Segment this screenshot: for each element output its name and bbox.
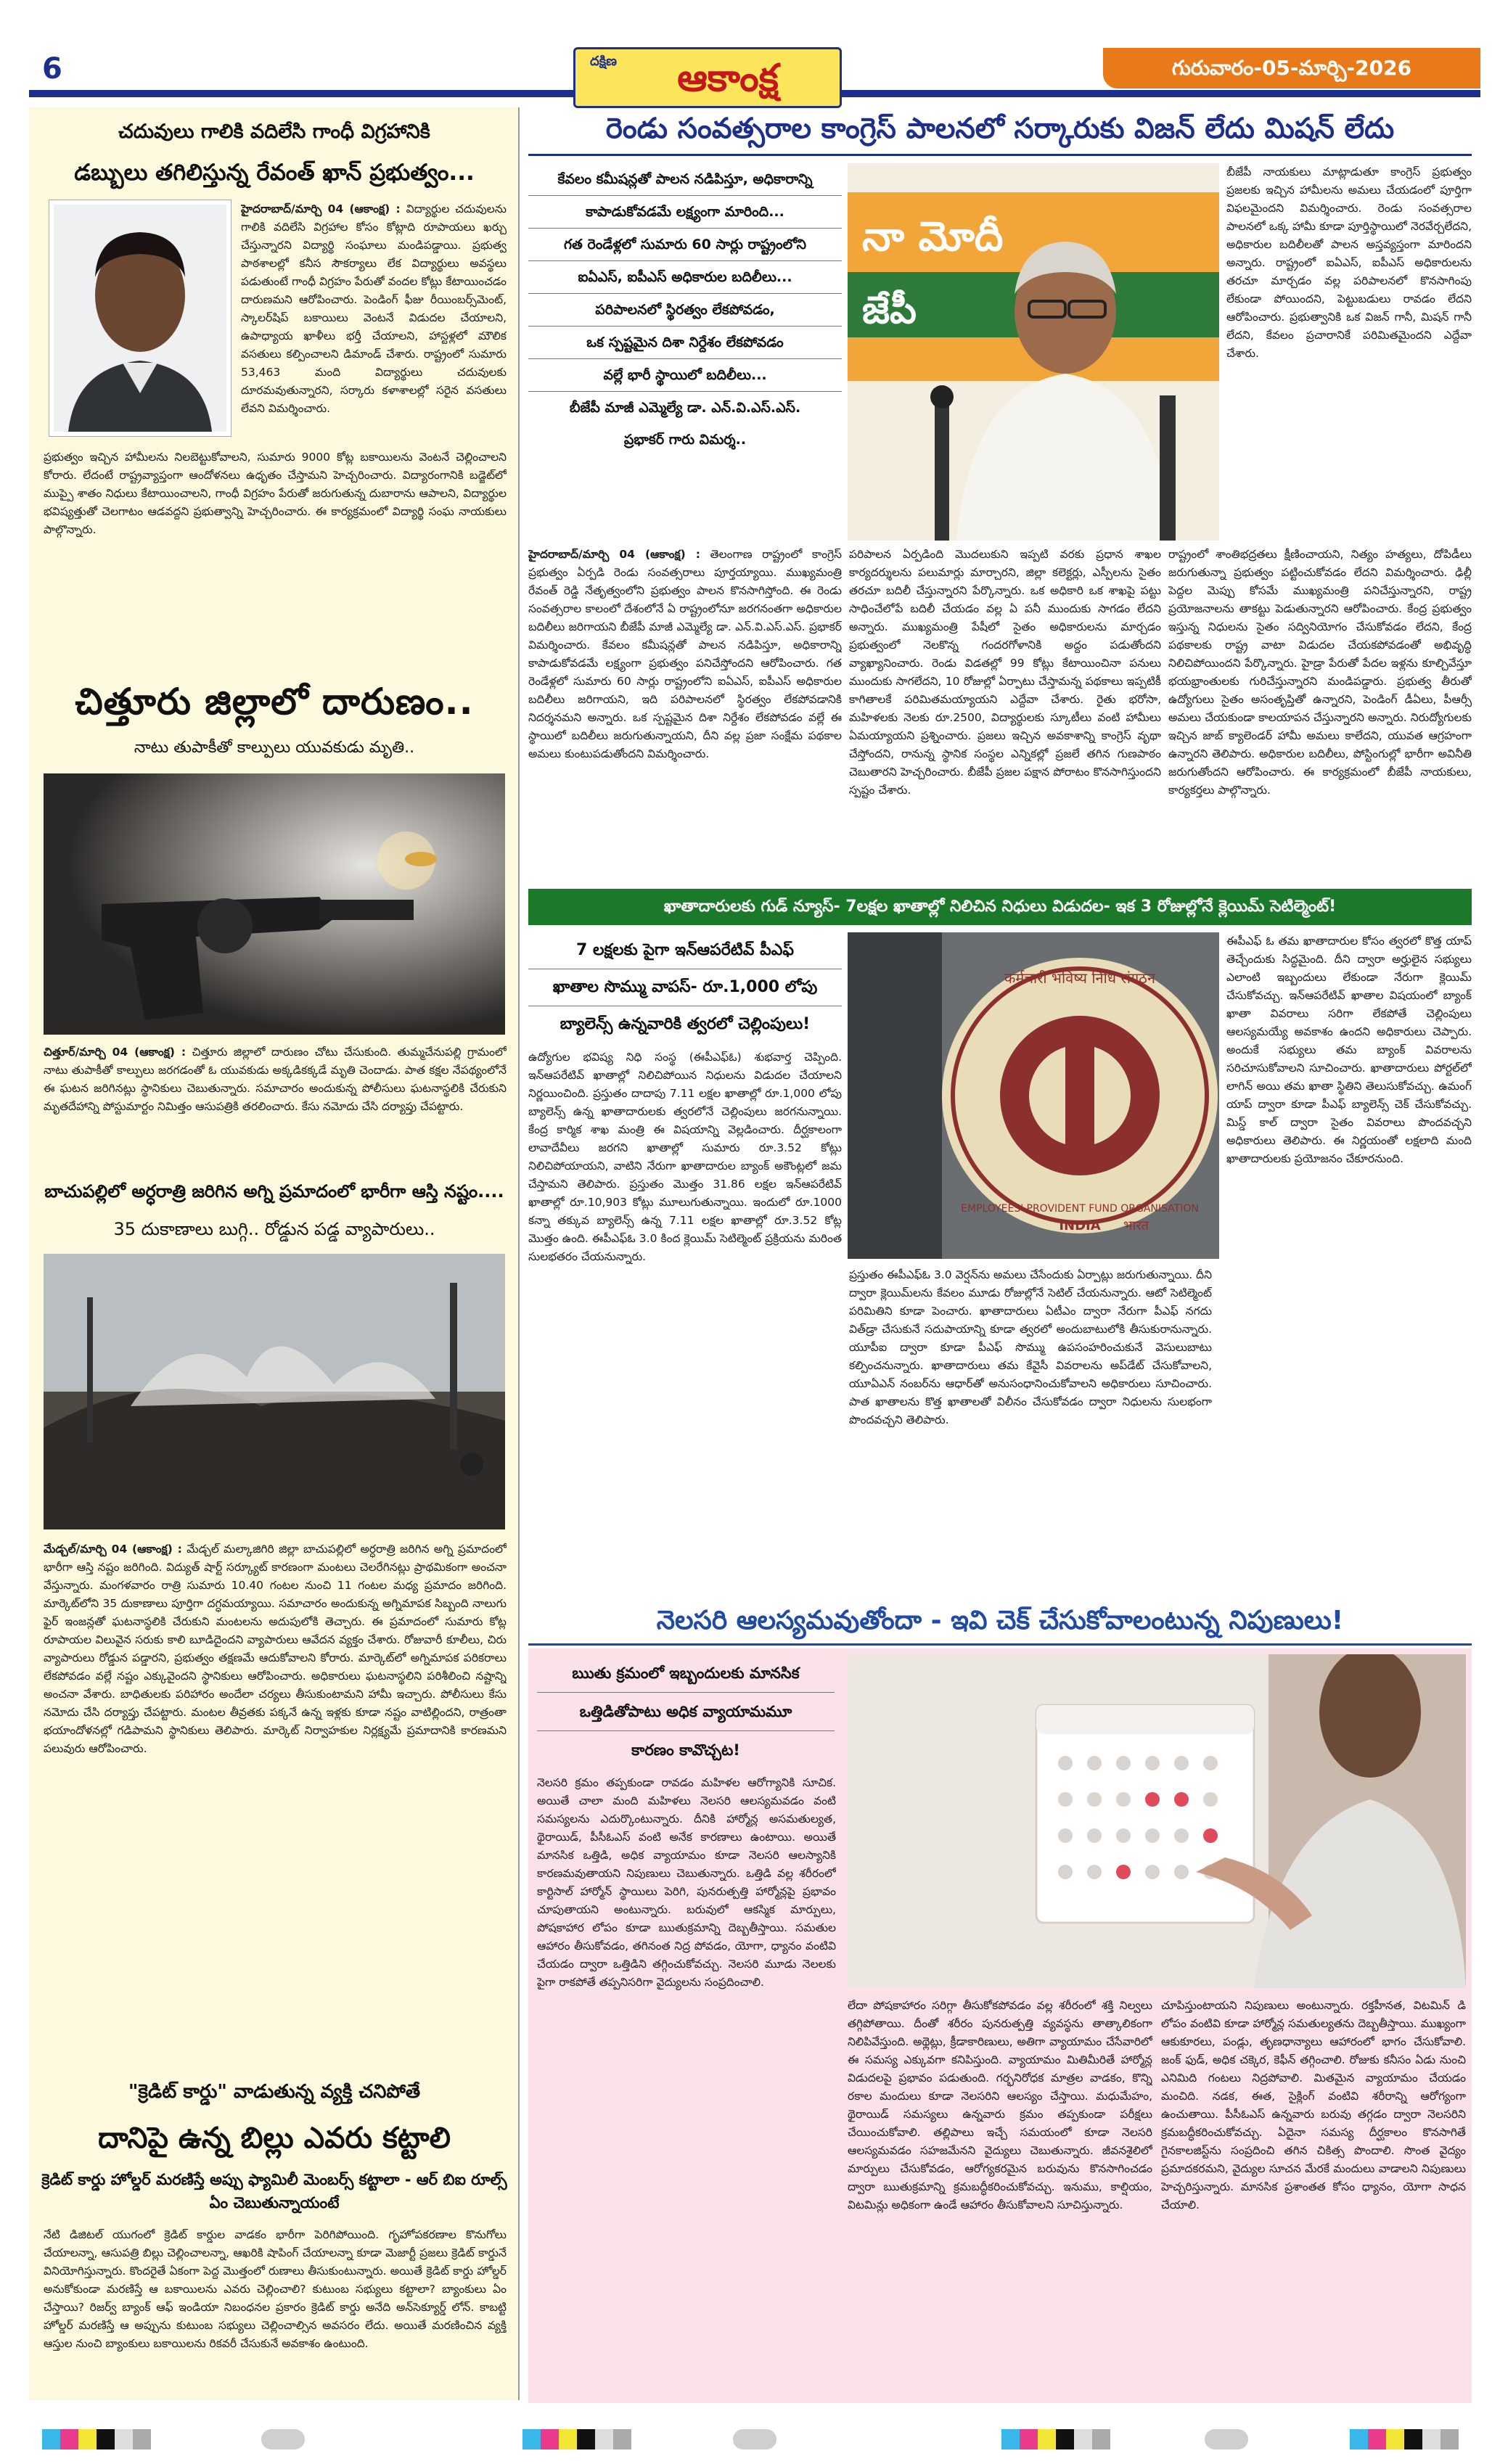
color-bar-center-right (1001, 2429, 1110, 2449)
register-oval (261, 2429, 305, 2449)
story2-body (44, 1043, 507, 1174)
congress-col1 (528, 546, 842, 878)
story1-headline: డబ్బులు తగిలిస్తున్న రేవంత్ ఖాన్ ప్రభుత్వం... (74, 160, 475, 186)
congress-col2-text: పరిపాలన ఏర్పడింది మొదలుకుని ఇప్పటి వరకు ప్రధాన శాఖల కార్యదర్శులను పలుమార్లు మార్చారని, జిల్లా కలెక్టర్లు, ఎస్పీలను సైతం తరచూ బదిలీ చేస్తున్నారని పేర్కొన్నారు. ఒక అధికారి ఒక శాఖపై పట్టు సాధించేలోపే బదిలీ చేయడం వల్ల ఏ పనీ ముందుకు సాగడం లేదని అన్నారు. ముఖ్యమంత్రి పేషీలో సైతం అధికారులను మార్చడం ప్రభుత్వంలో నెలకొన్న గందరగోళానికి అద్దం పడుతోందని వ్యాఖ్యానించారు. రెండు విడతల్లో 99 కోట్లు కేటాయించినా పనులు ముందుకు సాగలేదని, 10 రోజుల్లో ఏర్పాటు చేస్తామన్న పథకాలు ఇప్పటికీ కాగితాలకే పరిమితమయ్యాయని ఎద్దేవా చేశారు. రైతు భరోసా, మహిళలకు నెలకు రూ.2500, విద్యార్థులకు స్కూటీలు వంటి హామీలు ఏమయ్యాయని ప్రశ్నించారు. ప్రజలు ఇచ్చిన అవకాశాన్ని కాంగ్రెస్ వృథా చేస్తోందని, రానున్న స్థానిక సంస్థల ఎన్నికల్లో ప్రజలే తగిన గుణపాఠం చెబుతారని హెచ్చరించారు. బీజేపీ ప్రజల పక్షాన పోరాటం కొనసాగిస్తుందని స్పష్టం చేశారు. (849, 548, 1161, 797)
fire-photo (44, 1254, 505, 1529)
congress-col3 (1168, 546, 1472, 878)
story4-kicker: "క్రెడిట్ కార్డు" వాడుతున్న వ్యక్తి చనిపోతే (128, 2081, 421, 2103)
menstrual-intro-line: ఋతు క్రమంలో ఇబ్బందులకు మానసిక (537, 1654, 835, 1693)
menstrual-rule (528, 1643, 1472, 1646)
congress-intro-line: ప్రభాకర్ గారు విమర్శ.. (623, 432, 747, 448)
congress-dateline: హైదరాబాద్/మార్చి 04 (ఆకాంక్ష) : (528, 548, 700, 561)
story4-deck: క్రెడిట్ కార్డు హోల్డర్ మరణిస్తే అప్పు ఫ్యామిలీ మెంబర్స్ కట్టాలా - ఆర్ బిఐ రూల్స్ ఏం చెబుతున్నాయంటే (41, 2171, 507, 2212)
student-photo (49, 200, 231, 436)
calendar-illustration (848, 1654, 1466, 1988)
color-bar-right (1350, 2429, 1459, 2449)
epfo-intro-line: బ్యాలెన్స్ ఉన్నవారికి త్వరలో చెల్లింపులు! (560, 1015, 811, 1033)
story4-headline: దానిపై ఉన్న బిల్లు ఎవరు కట్టాలి (98, 2122, 451, 2155)
story1-para1: విద్యార్థుల చదువులను గాలికి వదిలేసి విగ్రహాల కోసం కోట్లాది రూపాయలు ఖర్చు చేస్తున్నారని విద్యార్థి సంఘాలు మండిపడ్డాయి. ప్రభుత్వ పాఠశాలల్లో కనీస సౌకర్యాలు లేక విద్యార్థులు అవస్థలు పడుతుంటే గాంధీ విగ్రహం పేరుతో వందల కోట్లు కేటాయించడం దారుణమని ఆరోపించారు. పెండింగ్ ఫీజు రీయింబర్స్‌మెంట్, స్కాలర్‌షిప్ బకాయిలు వెంటనే విడుదల చేయాలని, ఉపాధ్యాయ ఖాళీలు భర్తీ చేయాలని, హాస్టళ్లలో మౌలిక వసతులు కల్పించాలని డిమాండ్ చేశారు. రాష్ట్రంలో సుమారు 53,463 మంది విద్యార్థులు చదువులకు దూరమవుతున్నారని, సర్కారు కళాశాలల్లో సరైన వసతులు లేవని విమర్శించారు. (241, 202, 507, 415)
epfo-body-text: ఉద్యోగుల భవిష్య నిధి సంస్థ (ఈపీఎఫ్‌ఓ) శుభవార్త చెప్పింది. ఇన్‌ఆపరేటివ్ ఖాతాల్లో నిలిచిపోయిన నిధులను విడుదల చేయాలని నిర్ణయించింది. ప్రస్తుతం దాదాపు 7.11 లక్షల ఖాతాల్లో రూ.1,000 లోపు బ్యాలెన్స్ ఉన్న ఖాతాదారులకు త్వరలోనే చెల్లింపులు జరగనున్నాయి. కేంద్ర కార్మిక శాఖ మంత్రి ఈ విషయాన్ని వెల్లడించారు. దీర్ఘకాలంగా లావాదేవీలు జరగని ఖాతాల్లో సుమారు రూ.3.52 కోట్లు నిలిచిపోయాయని, వాటిని నేరుగా ఖాతాదారుల బ్యాంక్ అకౌంట్లలో జమ చేస్తామని తెలిపారు. ప్రస్తుతం మొత్తం 31.86 లక్షల ఇన్‌ఆపరేటివ్ ఖాతాల్లో రూ.10,903 కోట్లు మూలుగుతున్నాయి. ఇందులో రూ.1000 కన్నా తక్కువ బ్యాలెన్స్ ఉన్న 7.11 లక్షల ఖాతాల్లో రూ.3.52 కోట్ల మొత్తం ఉంది. ఈపీఎఫ్‌ఓ 3.0 కింద క్లెయిమ్ సెటిల్మెంట్ ప్రక్రియను మరింత సులభతరం చేయనున్నారు. (528, 1051, 842, 1263)
story3-kicker: బాచుపల్లిలో అర్ధరాత్రి జరిగిన అగ్ని ప్రమాదంలో భారీగా ఆస్తి నష్టం.... (44, 1181, 504, 1202)
congress-rule (528, 154, 1472, 156)
epfo-intro (528, 932, 842, 1041)
epfo-banner: ఖాతాదారులకు గుడ్ న్యూస్- 7లక్షల ఖాతాల్లో నిలిచిన నిధులు విడుదల- ఇక 3 రోజుల్లోనే క్లెయిమ్ సెటిల్మెంట్! (528, 889, 1472, 925)
story1-kicker: చదువులు గాలికి వదిలేసి గాంధీ విగ్రహానికి (118, 120, 430, 143)
date-line: గురువారం-05-మార్చి-2026 (1103, 48, 1480, 89)
menstrual-col2 (848, 1997, 1152, 2394)
menstrual-col1 (537, 1774, 836, 2394)
epfo-right-text: ఈపీఎఫ్ ఓ తమ ఖాతాదారుల కోసం త్వరలో కొత్త యాప్ తెచ్చేందుకు సిద్ధమైంది. దీని ద్వారా అర్హులైన సభ్యులు ఎలాంటి ఇబ్బందులు లేకుండా నేరుగా క్లెయిమ్ చేసుకోవచ్చు. ఇన్‌ఆపరేటివ్ ఖాతాల విషయంలో బ్యాంక్ ఖాతా వివరాలు సరిగా లేకపోతే చెల్లింపులు ఆలస్యమయ్యే అవకాశం ఉందని అధికారులు చెప్పారు. అందుకే సభ్యులు తమ బ్యాంక్ వివరాలను సరిచూసుకోవాలని సూచించారు. ఖాతాదారులు పోర్టల్‌లో లాగిన్ అయి తమ ఖాతా స్థితిని తెలుసుకోవచ్చు. ఉమంగ్ యాప్ ద్వారా కూడా పీఎఫ్ బ్యాలెన్స్ చెక్ చేసుకోవచ్చు. మిస్డ్ కాల్ ద్వారా సైతం వివరాలు పొందవచ్చని అధికారులు తెలిపారు. ఈ నిర్ణయంతో లక్షలాది మంది ఖాతాదారులకు ప్రయోజనం చేకూరనుంది. (1226, 935, 1472, 1165)
press-meet-illustration (848, 163, 1219, 541)
menstrual-col1-text: నెలసరి క్రమం తప్పకుండా రావడం మహిళల ఆరోగ్యానికి సూచిక. అయితే చాలా మంది మహిళలు నెలసరి ఆలస్యమవడం వంటి సమస్యలను ఎదుర్కొంటున్నారు. దీనికి హార్మోన్ల అసమతుల్యత, థైరాయిడ్, పీసీఓఎస్ వంటి అనేక కారణాలు ఉంటాయి. అయితే మానసిక ఒత్తిడి, అధిక వ్యాయామం కూడా నెలసరి ఆలస్యానికి కారణమవుతాయని నిపుణులు చెబుతున్నారు. ఒత్తిడి వల్ల శరీరంలో కార్టిసాల్ హార్మోన్ స్థాయిలు పెరిగి, పునరుత్పత్తి హార్మోన్లపై ప్రభావం చూపుతాయని అంటున్నారు. బరువులో ఆకస్మిక మార్పులు, పోషకాహార లోపం కూడా ఋతుక్రమాన్ని దెబ్బతీస్తాయి. సమతుల ఆహారం తీసుకోవడం, తగినంత నిద్ర పోవడం, యోగా, ధ్యానం వంటివి చేయడం ద్వారా ఒత్తిడిని తగ్గించుకోవచ్చు. నెలసరి మూడు నెలలకు పైగా రాకపోతే తప్పనిసరిగా వైద్యులను సంప్రదించాలి. (537, 1776, 836, 1989)
story3-body (44, 1540, 507, 2066)
menstrual-intro-line: కారణం కావొచ్చట! (631, 1741, 740, 1759)
epfo-logo-india: INDIA (1059, 1218, 1101, 1233)
menstrual-banner: నెలసరి ఆలస్యమవుతోందా - ఇవి చెక్ చేసుకోవాలంటున్న నిపుణులు! (656, 1606, 1344, 1635)
gun-photo (44, 773, 505, 1035)
congress-right-col (1226, 163, 1472, 541)
epfo-right-col (1226, 932, 1472, 1589)
prabhakar-photo (848, 163, 1219, 541)
story4-body (44, 2226, 507, 2393)
congress-intro-line: కేవలం కమీషన్లతో పాలన నడిపిస్తూ, అధికారాన్ని (528, 163, 842, 196)
epfo-body-mid (849, 1266, 1212, 1589)
color-bar-center-left (522, 2429, 631, 2449)
epfo-intro-line: 7 లక్షలకు పైగా ఇన్‌ఆపరేటివ్ పీఎఫ్ (528, 932, 842, 969)
epfo-logo-hindi: कर्मचारी भविष्य निधि संगठन (1004, 969, 1155, 987)
congress-intro-line: బీజేపీ మాజీ ఎమ్మెల్యే డా. ఎన్.వి.ఎస్.ఎస్. (569, 400, 801, 416)
page-number: 6 (42, 52, 62, 86)
page-header (0, 0, 1500, 109)
congress-right-text: బీజేపీ నాయకులు మాట్లాడుతూ కాంగ్రెస్ ప్రభుత్వం ప్రజలకు ఇచ్చిన హామీలను అమలు చేయడంలో పూర్తిగా విఫలమైందని విమర్శించారు. రెండు సంవత్సరాల పాలనలో ఒక్క హామీ కూడా పూర్తిస్థాయిలో నెరవేర్చలేదని, అధికారుల బదిలీలతో పాలన అస్తవ్యస్తంగా మారిందని అన్నారు. రాష్ట్రంలో ఐఏఎస్, ఐపీఎస్ అధికారులను తరచూ మార్చడం వల్ల పరిపాలనలో కొనసాగింపు లేకుండా పోయిందని, పెట్టుబడులు రావడం లేదని ఆరోపించారు. ప్రభుత్వానికి ఒక విజన్ గానీ, మిషన్ గానీ లేదని, కేవలం ప్రచారానికే పరిమితమైందని ఎద్దేవా చేశారు. (1226, 165, 1472, 360)
masthead-logo (573, 47, 842, 108)
calendar-photo (848, 1654, 1466, 1988)
story2-headline: చిత్తూరు జిల్లాలో దారుణం.. (75, 681, 474, 723)
revolver-illustration (44, 773, 505, 1035)
masthead-small-text: దక్షిణ (590, 54, 617, 69)
menstrual-col2-text: లేదా పోషకాహారం సరిగ్గా తీసుకోకపోవడం వల్ల శరీరంలో శక్తి నిల్వలు తగ్గిపోతాయి. దీంతో శరీరం పునరుత్పత్తి వ్యవస్థను తాత్కాలికంగా నిలిపివేస్తుంది. అథ్లెట్లు, క్రీడాకారిణులు, అతిగా వ్యాయామం చేసేవారిలో ఈ సమస్య ఎక్కువగా కనిపిస్తుంది. వ్యాయామం మితిమీరితే హార్మోన్ల విడుదలపై ప్రభావం పడుతుంది. గర్భనిరోధక మాత్రల వాడకం, కొన్ని రకాల మందులు కూడా నెలసరిని ఆలస్యం చేస్తాయి. మధుమేహం, థైరాయిడ్ సమస్యలు ఉన్నవారు క్రమం తప్పకుండా పరీక్షలు చేయించుకోవాలి. తల్లిపాలు ఇచ్చే సమయంలో కూడా నెలసరి ఆలస్యమవడం సహజమేనని వైద్యులు చెబుతున్నారు. జీవనశైలిలో మార్పులు చేసుకోవడం, ఆరోగ్యకరమైన బరువును కొనసాగించడం ద్వారా ఋతుక్రమాన్ని క్రమబద్ధీకరించుకోవచ్చు. ఇనుము, కాల్షియం, విటమిన్లు అధికంగా ఉండే ఆహారం తీసుకోవాలని సూచిస్తున్నారు. (848, 1999, 1152, 2212)
congress-intro-line: ఒక స్పష్టమైన దిశా నిర్దేశం లేకపోవడం (528, 327, 842, 359)
menstrual-col3 (1161, 1997, 1466, 2394)
bjp-banner-text: జేపీ (862, 289, 917, 332)
epfo-body2-text: ప్రస్తుతం ఈపీఎఫ్‌ఓ 3.0 వెర్షన్‌ను అమలు చేసేందుకు ఏర్పాట్లు జరుగుతున్నాయి. దీని ద్వారా క్లెయిమ్‌లను కేవలం మూడు రోజుల్లోనే సెటిల్ చేయనున్నారు. ఆటో సెటిల్మెంట్ పరిమితిని కూడా పెంచారు. ఖాతాదారులు ఏటీఎం ద్వారా నేరుగా పీఎఫ్ నగదు విత్‌డ్రా చేసుకునే సదుపాయాన్ని కూడా త్వరలో అందుబాటులోకి తీసుకురానున్నారు. యూపీఐ ద్వారా కూడా పీఎఫ్ సొమ్ము ఉపసంహరించుకునే వెసులుబాటు కల్పించనున్నారు. ఖాతాదారులు తమ కేవైసీ వివరాలను అప్‌డేట్ చేసుకోవాలని, యూఏఎన్ నంబర్‌ను ఆధార్‌తో అనుసంధానించుకోవాలని అధికారులు సూచించారు. పాత ఖాతాలను కొత్త ఖాతాలతో విలీనం చేసుకోవడం ద్వారా నిధులను సులభంగా పొందవచ్చని తెలిపారు. (849, 1268, 1212, 1426)
fire-scene-illustration (44, 1254, 505, 1529)
congress-intro-line: పరిపాలనలో స్థిరత్వం లేకపోవడం, (528, 294, 842, 327)
congress-col2 (849, 546, 1161, 878)
story1-body-right (241, 200, 507, 447)
menstrual-intro (537, 1654, 835, 1767)
story3-dateline: మేడ్చల్/మార్చి 04 (ఆకాంక్ష) : (44, 1543, 182, 1556)
epfo-photo (848, 932, 1219, 1259)
story4-para1: నేటి డిజిటల్ యుగంలో క్రెడిట్ కార్డుల వాడకం భారీగా పెరిగిపోయింది. గృహోపకరణాల కొనుగోలు చేయాలన్నా, ఆసుపత్రి బిల్లు చెల్లించాలన్నా, ఆఖరికి షాపింగ్ చేయాలన్నా కూడా మెజార్టీ ప్రజలు క్రెడిట్ కార్డునే వినియోగిస్తున్నారు. కొందరైతే ఏకంగా పెద్ద మొత్తంలో రుణాలు తీసుకుంటున్నారు. అయితే క్రెడిట్ కార్డు హోల్డర్ అనుకోకుండా మరణిస్తే ఆ బకాయిలను ఎవరు చెల్లించాలి? కుటుంబ సభ్యులు కట్టాలా? బ్యాంకులు ఏం చేస్తాయి? రిజర్వ్ బ్యాంక్ ఆఫ్ ఇండియా నిబంధనల ప్రకారం క్రెడిట్ కార్డు అనేది అన్‌సెక్యూర్డ్ లోన్. కాబట్టి హోల్డర్ మరణిస్తే ఆ అప్పును కుటుంబ సభ్యులు చెల్లించాల్సిన అవసరం లేదు. అయితే మరణించిన వ్యక్తి ఆస్తుల నుంచి బ్యాంకులు బకాయిలను రికవరీ చేసుకునే అవకాశం ఉంటుంది. (44, 2228, 507, 2350)
story1-body-full (44, 448, 507, 668)
story1-para2: ప్రభుత్వం ఇచ్చిన హామీలను నిలబెట్టుకోవాలని, సుమారు 9000 కోట్ల బకాయిలను వెంటనే చెల్లించాలని కోరారు. లేదంటే రాష్ట్రవ్యాప్తంగా ఆందోళనలు ఉధృతం చేస్తామని హెచ్చరించారు. విద్యారంగానికి బడ్జెట్‌లో ముప్పై శాతం నిధులు కేటాయించాలని, గాంధీ విగ్రహం పేరుతో జరుగుతున్న దుబారాను ఆపాలని, విద్యార్థుల భవిష్యత్తుతో చెలగాటం ఆడవద్దని ప్రభుత్వాన్ని హెచ్చరించారు. ఈ కార్యక్రమంలో విద్యార్థి సంఘ నాయకులు పాల్గొన్నారు. (44, 451, 507, 536)
story2-dateline: చిత్తూర్/మార్చి 04 (ఆకాంక్ష) : (44, 1046, 187, 1059)
footer-registration-marks (0, 2409, 1500, 2464)
menstrual-col3-text: చూపిస్తుంటాయని నిపుణులు అంటున్నారు. రక్తహీనత, విటమిన్ డి లోపం వంటివి కూడా హార్మోన్ల సమతుల్యతను దెబ్బతీస్తాయి. ముఖ్యంగా ఆకుకూరలు, పండ్లు, తృణధాన్యాలు ఆహారంలో భాగం చేసుకోవాలి. జంక్ ఫుడ్, అధిక చక్కెర, కెఫీన్ తగ్గించాలి. రోజుకు కనీసం ఏడు నుంచి ఎనిమిది గంటలు నిద్రపోవాలి. మితమైన వ్యాయామం చేయడం మంచిది. నడక, ఈత, సైక్లింగ్ వంటివి శరీరాన్ని ఆరోగ్యంగా ఉంచుతాయి. పీసీఓఎస్ ఉన్నవారు బరువు తగ్గడం ద్వారా నెలసరిని క్రమబద్ధీకరించుకోవచ్చు. ఏదైనా సమస్య దీర్ఘకాలం కొనసాగితే గైనకాలజిస్ట్‌ను సంప్రదించి తగిన చికిత్స పొందాలి. సొంత వైద్యం ప్రమాదకరమని, వైద్యుల సూచన మేరకే మందులు వాడాలని నిపుణులు హెచ్చరిస్తున్నారు. మానసిక ప్రశాంతత కోసం ధ్యానం, యోగా సాధన చేయాలి. (1161, 1999, 1466, 2212)
story3-deck: 35 దుకాణాలు బుగ్గి.. రోడ్డున పడ్డ వ్యాపారులు.. (113, 1219, 435, 1239)
student-portrait (54, 205, 226, 432)
congress-headline: రెండు సంవత్సరాల కాంగ్రెస్ పాలనలో సర్కారుకు విజన్ లేదు మిషన్ లేదు (605, 112, 1395, 145)
congress-col1-text: తెలంగాణ రాష్ట్రంలో కాంగ్రెస్ ప్రభుత్వం ఏర్పడి రెండు సంవత్సరాలు పూర్తయ్యాయి. ముఖ్యమంత్రి రేవంత్ రెడ్డి నేతృత్వంలోని ప్రభుత్వం పాలన కొనసాగిస్తోంది. ఈ రెండు సంవత్సరాల కాలంలో దేశంలోనే ఏ రాష్ట్రంలోనూ జరగనంతగా అధికారుల బదిలీలు జరిగాయని బీజేపీ మాజీ ఎమ్మెల్యే డా. ఎన్.వి.ఎస్.ఎస్. ప్రభాకర్ విమర్శించారు. కేవలం కమీషన్లతో పాలన నడిపిస్తూ, అధికారాన్ని కాపాడుకోవడమే లక్ష్యంగా ప్రభుత్వం పనిచేస్తోందని ఆరోపించారు. గత రెండేళ్లలో సుమారు 60 సార్లు రాష్ట్రంలోని ఐఏఎస్, ఐపీఎస్ అధికారుల బదిలీలు జరిగాయని, ఇది పరిపాలనలో స్థిరత్వం లేకపోవడానికి నిదర్శనమని అన్నారు. ఒక స్పష్టమైన దిశా నిర్దేశం లేకపోవడం వల్లే ఈ స్థాయిలో బదిలీలు జరుగుతున్నాయని, దీని వల్ల ప్రజా సంక్షేమ పథకాల అమలు కుంటుపడుతోందని విమర్శించారు. (528, 548, 842, 760)
story3-para2: ఈ ప్రమాదంలో సుమారు కోట్ల రూపాయల విలువైన సరుకు కాలి బూడిదైందని వ్యాపారులు ఆవేదన వ్యక్తం చేశారు. రోజువారీ కూలీలు, చిరు వ్యాపారులు రోడ్డున పడ్డారని, ప్రభుత్వం తక్షణమే ఆదుకోవాలని కోరారు. మార్కెట్‌లో అగ్నిమాపక పరికరాలు లేకపోవడం వల్లే నష్టం ఎక్కువైందని స్థానికులు ఆరోపించారు. అధికారులు ఘటనాస్థలిని పరిశీలించి నష్టాన్ని అంచనా వేశారు. బాధితులకు పరిహారం అందేలా చర్యలు తీసుకుంటామని హామీ ఇచ్చారు. పోలీసులు కేసు నమోదు చేసి దర్యాప్తు చేపట్టారు. మంటల తీవ్రతకు పక్కనే ఉన్న ఇళ్లకు కూడా నష్టం వాటిల్లిందని, రాత్రంతా భయాందోళనల్లో గడిపామని స్థానికులు తెలిపారు. మార్కెట్ నిర్వాహకుల నిర్లక్ష్యమే ప్రమాదానికి కారణమని పలువురు ఆరోపించారు. (44, 1615, 507, 1755)
congress-intro (528, 163, 842, 541)
epfo-intro-line: ఖాతాల సొమ్ము వాపస్- రూ.1,000 లోపు (528, 969, 842, 1006)
congress-intro-line: ఐఏఎస్, ఐపీఎస్ అధికారుల బదిలీలు... (528, 261, 842, 294)
color-bar-left (42, 2429, 151, 2449)
story1-dateline: హైదరాబాద్/మార్చి 04 (ఆకాంక్ష) : (241, 202, 401, 215)
masthead-text: ఆకాంక్ష (677, 57, 779, 100)
story3-para1: మేడ్చల్ మల్కాజిగిరి జిల్లా బాచుపల్లిలో అర్ధరాత్రి జరిగిన అగ్ని ప్రమాదంలో భారీగా ఆస్తి నష్టం జరిగింది. విద్యుత్ షార్ట్ సర్క్యూట్ కారణంగా మంటలు చెలరేగినట్లు ప్రాథమికంగా అంచనా వేస్తున్నారు. మంగళవారం రాత్రి సుమారు 10.40 గంటల నుంచి 11 గంటల మధ్య ప్రమాదం జరిగింది. మార్కెట్‌లోని 35 దుకాణాలు పూర్తిగా దగ్ధమయ్యాయి. సమాచారం అందుకున్న అగ్నిమాపక సిబ్బంది నాలుగు ఫైర్ ఇంజన్లతో ఘటనాస్థలికి చేరుకుని మంటలను అదుపులోకి తెచ్చారు. (44, 1543, 507, 1628)
register-oval (1205, 2429, 1248, 2449)
story2-para1: చిత్తూరు జిల్లాలో దారుణం చోటు చేసుకుంది. తుమ్మచేనుపల్లి గ్రామంలో నాటు తుపాకీతో కాల్పులు జరగడంతో ఓ యువకుడు అక్కడికక్కడే మృతి చెందాడు. పాత కక్షల నేపథ్యంలోనే ఈ ఘటన జరిగినట్లు స్థానికులు చెబుతున్నారు. సమాచారం అందుకున్న పోలీసులు ఘటనాస్థలికి చేరుకుని మృతదేహాన్ని పోస్టుమార్టం నిమిత్తం ఆసుపత్రికి తరలించారు. కేసు నమోదు చేసి దర్యాప్తు చేపట్టారు. (44, 1046, 507, 1113)
congress-intro-line: కాపాడుకోవడమే లక్ష్యంగా మారింది... (528, 196, 842, 229)
congress-col3-text: రాష్ట్రంలో శాంతిభద్రతలు క్షీణించాయని, నిత్యం హత్యలు, దోపిడీలు జరుగుతున్నా ప్రభుత్వం పట్టించుకోవడం లేదని విమర్శించారు. ఢిల్లీ పెద్దల మెప్పు కోసమే ముఖ్యమంత్రి పనిచేస్తున్నారని, రాష్ట్ర ప్రయోజనాలను తాకట్టు పెడుతున్నారని ఆరోపించారు. కేంద్ర ప్రభుత్వం ఇస్తున్న నిధులను సైతం సద్వినియోగం చేసుకోవడం లేదని, కేంద్ర పథకాలకు రాష్ట్ర వాటా విడుదల చేయకపోవడంతో అభివృద్ధి నిలిచిపోయిందని పేర్కొన్నారు. హైడ్రా పేరుతో పేదల ఇళ్లను కూల్చివేస్తూ భయభ్రాంతులకు గురిచేస్తున్నారని మండిపడ్డారు. ప్రభుత్వ తీరుతో ఉద్యోగులు సైతం అసంతృప్తితో ఉన్నారని, పెండింగ్ డీఏలు, పీఆర్సీ అమలు చేయకుండా కాలయాపన చేస్తున్నారని అన్నారు. నిరుద్యోగులకు ఇచ్చిన జాబ్ క్యాలెండర్ హామీ అమలు కాలేదని, యువత ఆగ్రహంగా ఉన్నారని తెలిపారు. అధికారుల బదిలీలు, పోస్టింగుల్లో భారీగా అవినీతి జరుగుతోందని ఆరోపించారు. ఈ కార్యక్రమంలో బీజేపీ నాయకులు, కార్యకర్తలు పాల్గొన్నారు. (1168, 548, 1472, 797)
menstrual-intro-line: ఒత్తిడితోపాటు అధిక వ్యాయామమూ (537, 1693, 835, 1731)
register-oval (733, 2429, 776, 2449)
left-column (29, 107, 520, 2400)
epfo-logo-illustration (848, 932, 1219, 1259)
epfo-logo-bharat: भारत (1123, 1218, 1149, 1233)
epfo-logo-english: EMPLOYEES' PROVIDENT FUND ORGANISATION (961, 1203, 1199, 1215)
congress-intro-line: వల్లే భారీ స్థాయిలో బదిలీలు... (528, 359, 842, 392)
modi-banner-text: నా మోదీ (862, 213, 1004, 260)
epfo-body-left (528, 1048, 842, 1589)
congress-intro-line: గత రెండేళ్లలో సుమారు 60 సార్లు రాష్ట్రంలోని (528, 229, 842, 261)
story2-deck: నాటు తుపాకీతో కాల్పులు యువకుడు మృతి.. (134, 739, 415, 757)
